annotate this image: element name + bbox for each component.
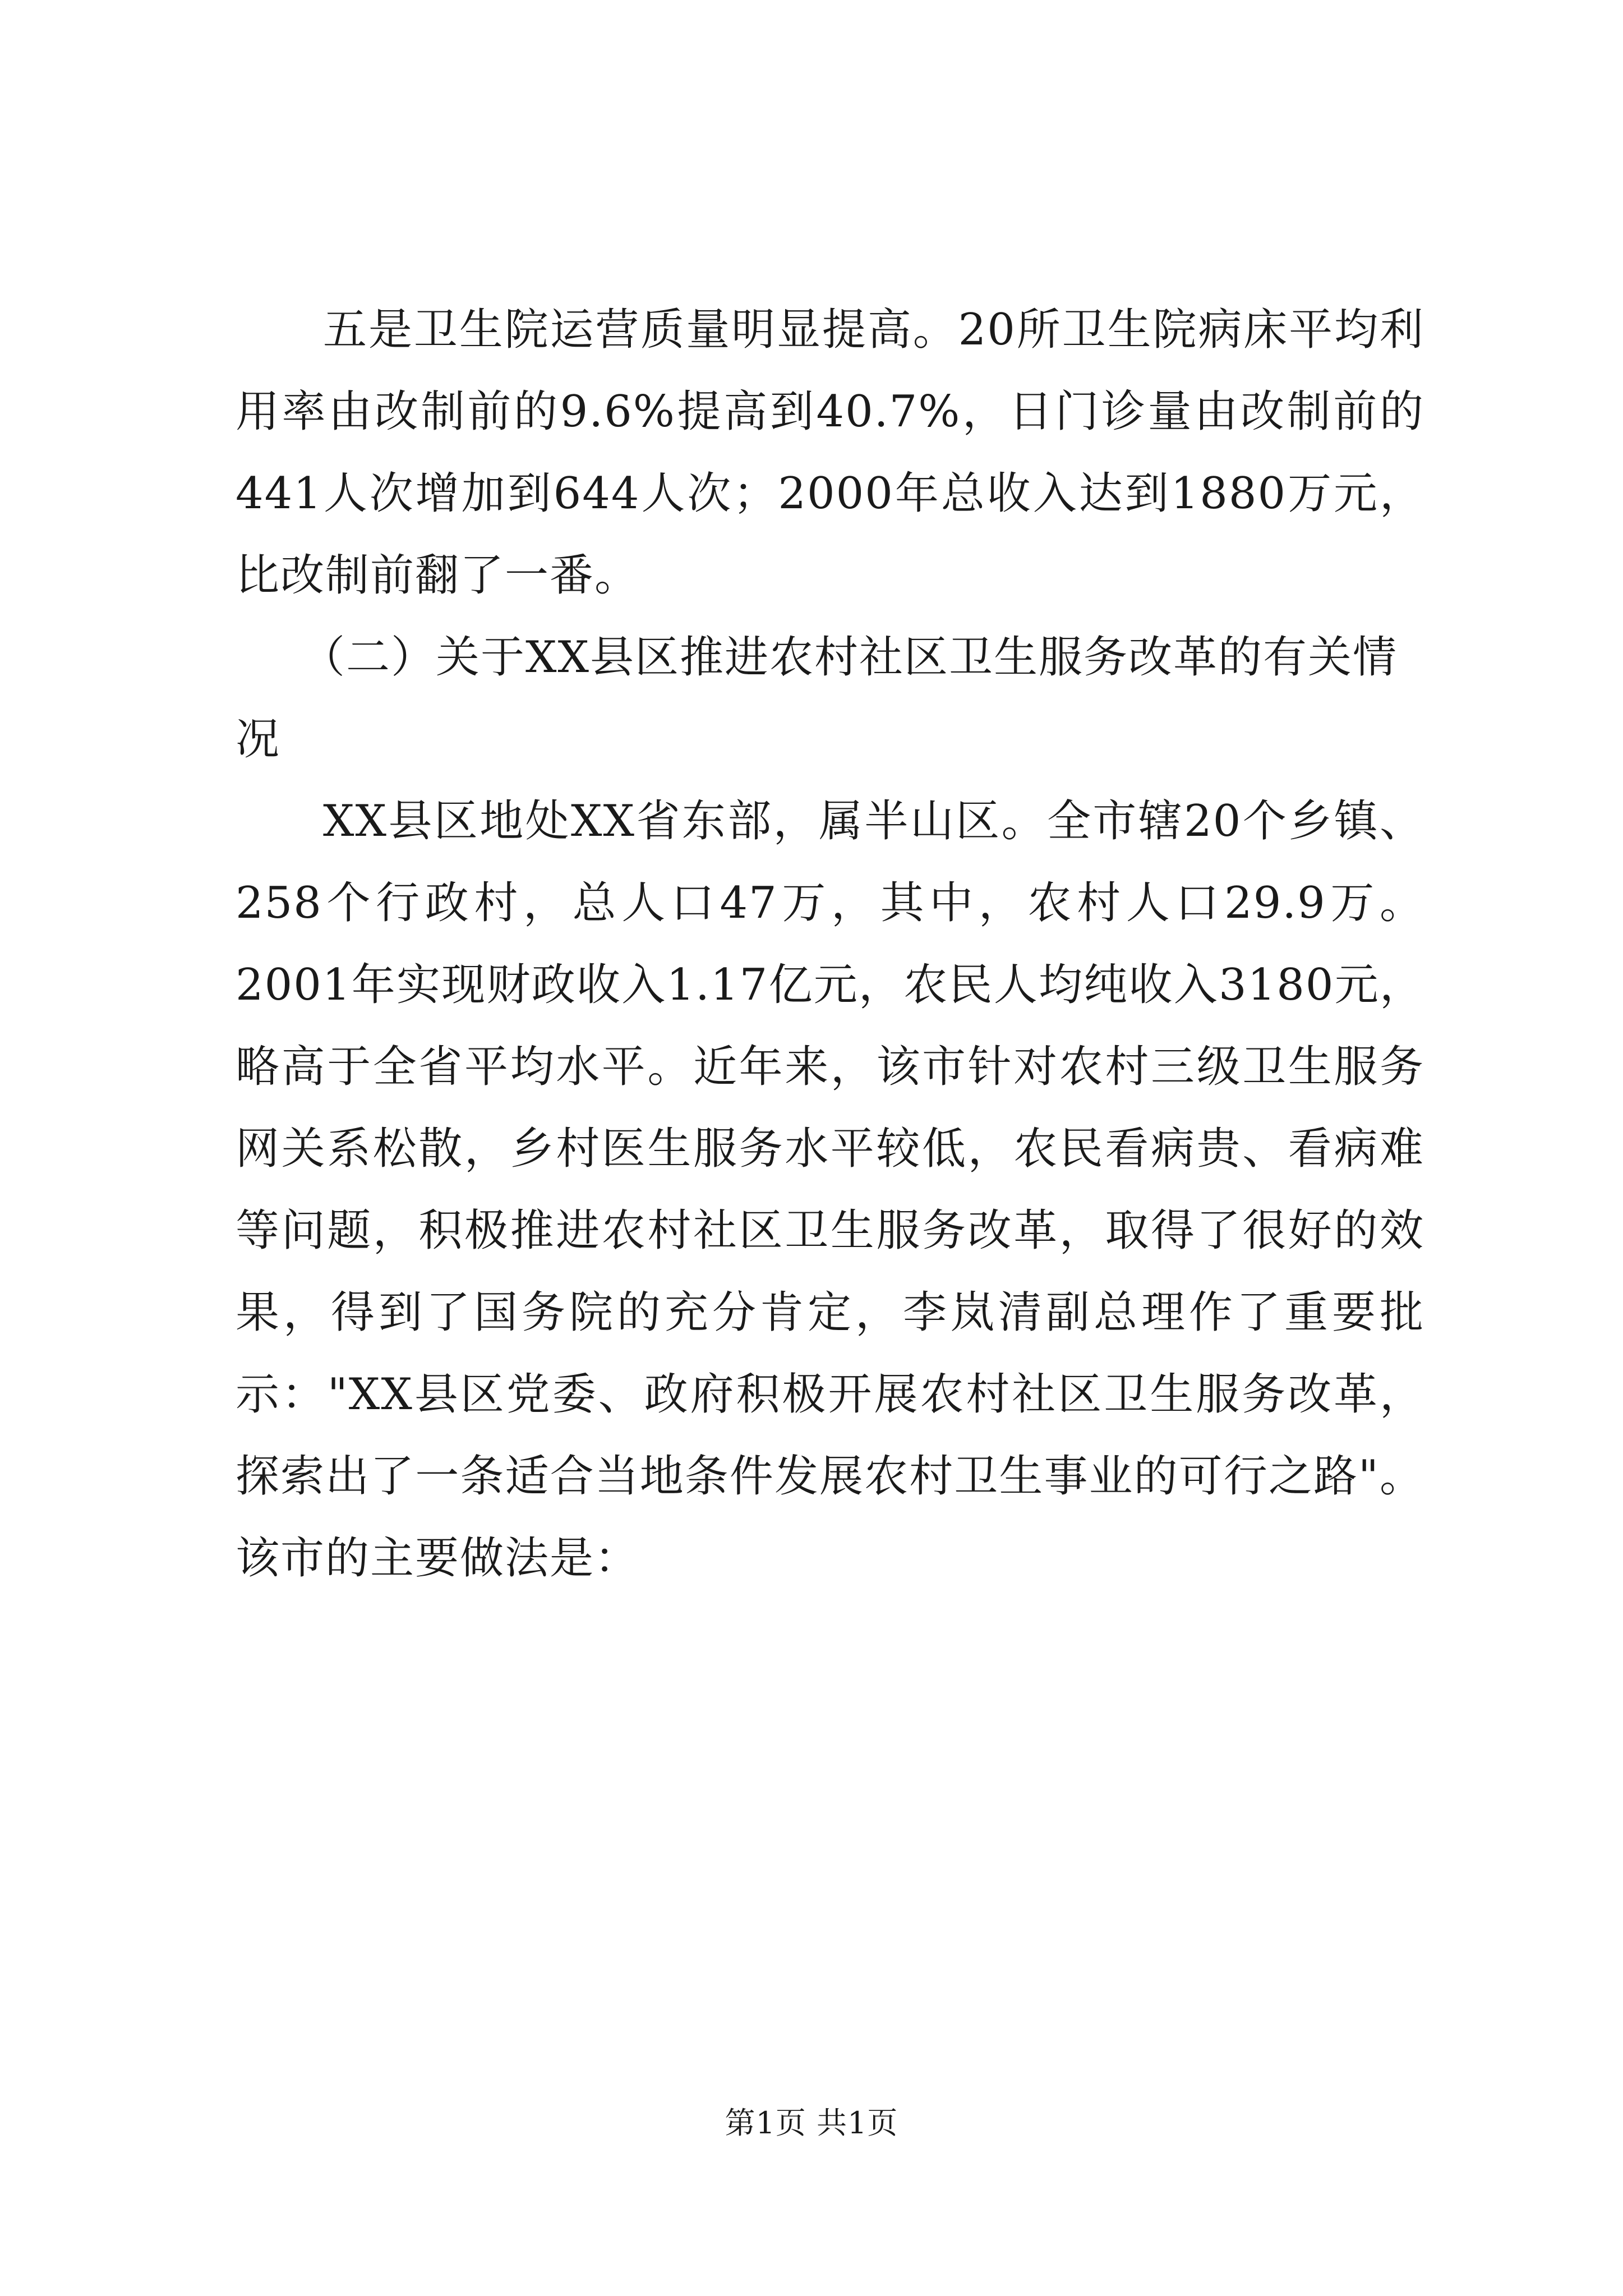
document-body <box>236 289 1424 1599</box>
paragraph-health-center-quality: 五是卫生院运营质量明显提高。20所卫生院病床平均利用率由改制前的9.6%提高到40.7%，日门诊量由改制前的441人次增加到644人次；2000年总收入达到1880万元，比改制前翻了一番。 <box>236 305 1424 601</box>
page-number-footer: 第1页 共1页 <box>725 2105 898 2141</box>
paragraph-county-overview: XX县区地处XX省东部，属半山区。全市辖20个乡镇、258个行政村，总人口47万，其中，农村人口29.9万。2001年实现财政收入1.17亿元，农民人均纯收入3180元，略高于全省平均水平。近年来，该市针对农村三级卫生服务网关系松散，乡村医生服务水平较低，农民看病贵、看病难等问题，积极推进农村社区卫生服务改革，取得了很好的效果，得到了国务院的充分肯定，李岚清副总理作了重要批示："XX县区党委、政府积极开展农村社区卫生服务改革，探索出了一条适合当地条件发展农村卫生事业的可行之路"。该市的主要做法是： <box>236 796 1424 1584</box>
section-heading-reform: （二）关于XX县区推进农村社区卫生服务改革的有关情况 <box>236 632 1398 765</box>
